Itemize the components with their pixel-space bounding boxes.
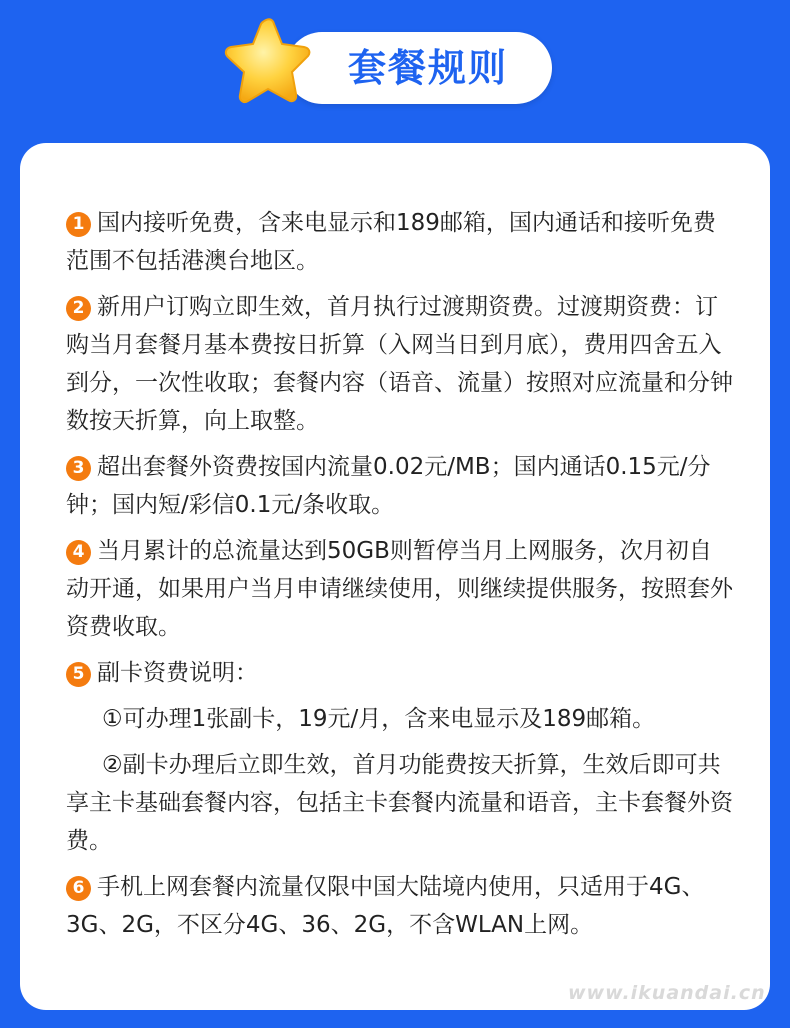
rule-item	[66, 868, 734, 944]
number-badge: 4	[66, 540, 91, 565]
page-title: 套餐规则	[347, 46, 508, 90]
rule-item	[66, 288, 734, 440]
rule-text: 副卡资费说明：	[97, 660, 258, 686]
number-badge: 2	[66, 296, 91, 321]
number-badge: 6	[66, 876, 91, 901]
rule-text: 新用户订购立即生效，首月执行过渡期资费。过渡期资费：订购当月套餐月基本费按日折算（入网当日到月底），费用四舍五入到分，一次性收取；套餐内容（语音、流量）按照对应流量和分钟数按天折算，向上取整。	[66, 294, 733, 434]
watermark: www.ikuandai.cn	[568, 982, 766, 1004]
number-badge: 3	[66, 456, 91, 481]
sub-rule-item: ②副卡办理后立即生效，首月功能费按天折算，生效后即可共享主卡基础套餐内容，包括主卡套餐内流量和语音，主卡套餐外资费。	[66, 752, 733, 854]
rule-item	[66, 654, 734, 692]
rules-list	[66, 204, 734, 952]
number-badge: 1	[66, 212, 91, 237]
rule-text: 超出套餐外资费按国内流量0.02元/MB；国内通话0.15元/分钟；国内短/彩信0.1元/条收取。	[66, 454, 711, 518]
rule-text: 手机上网套餐内流量仅限中国大陆境内使用，只适用于4G、3G、2G，不区分4G、36、2G，不含WLAN上网。	[66, 874, 705, 938]
number-badge: 5	[66, 662, 91, 687]
rule-item	[66, 204, 734, 280]
rule-text: 当月累计的总流量达到50GB则暂停当月上网服务，次月初自动开通，如果用户当月申请继续使用，则继续提供服务，按照套外资费收取。	[66, 538, 733, 640]
star-icon	[210, 14, 330, 118]
rule-item	[66, 448, 734, 524]
rule-item	[66, 532, 734, 646]
rule-text: 国内接听免费，含来电显示和189邮箱，国内通话和接听免费范围不包括港澳台地区。	[66, 210, 716, 274]
sub-rule-item: ①可办理1张副卡，19元/月，含来电显示及189邮箱。	[102, 706, 656, 732]
